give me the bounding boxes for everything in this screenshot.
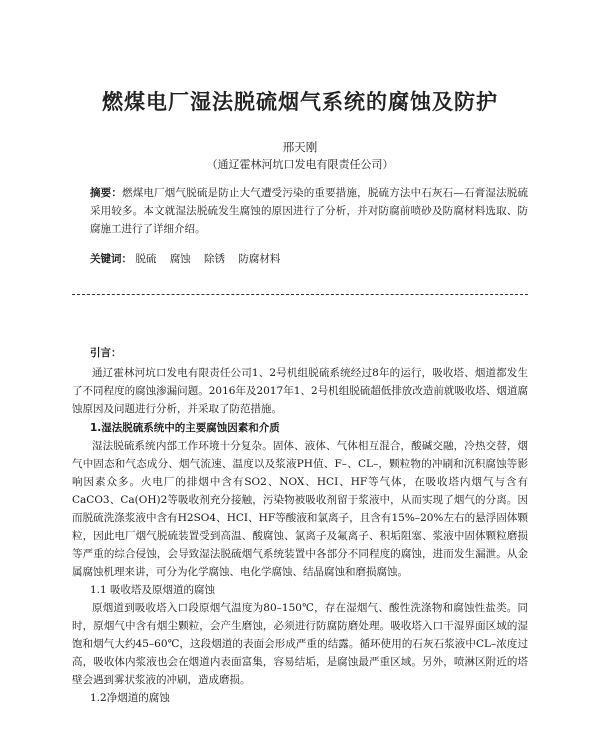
intro-heading: 引言： [90,347,122,359]
author-affiliation: （通辽霍林河坑口发电有限责任公司） [206,158,394,171]
section-1-heading: 1.湿法脱硫系统中的主要腐蚀因素和介质 [90,422,280,434]
author-name: 邢天刚 [282,140,318,154]
keywords [90,250,528,268]
keyword: 腐蚀 [169,253,191,265]
keyword: 除锈 [204,253,226,265]
section-1-2-heading: 1.2净烟道的腐蚀 [90,692,170,704]
abstract [90,184,528,238]
keywords-label: 关键词： [90,253,132,265]
keyword: 防腐材料 [238,253,281,265]
keyword: 脱硫 [135,253,157,265]
section-divider [72,294,528,295]
paper-title: 燃煤电厂湿法脱硫烟气系统的腐蚀及防护 [102,90,498,114]
abstract-text: 燃煤电厂烟气脱硫是防止大气遭受污染的重要措施，脱硫方法中石灰石—石膏湿法脱硫采用较多。本文就湿法脱硫发生腐蚀的原因进行了分析，并对防腐前喷砂及防腐材料选取、防腐施工进行了详细介绍。 [90,187,528,235]
intro-paragraph: 通辽霍林河坑口发电有限责任公司1、2号机组脱硫系统经过8年的运行，吸收塔、烟道都发生了不同程度的腐蚀渗漏问题。2016年及2017年1、2号机组脱硫超低排放改造前就吸收塔、烟道腐蚀原因及问题进行分析，并采取了防范措施。 [72,367,528,415]
body-text [72,344,528,707]
section-1-1-heading: 1.1 吸收塔及原烟道的腐蚀 [90,584,216,596]
abstract-label: 摘要： [90,187,123,199]
section-1-1-paragraph: 原烟道到吸收塔入口段原烟气温度为80–150℃，存在湿烟气、酸性洗涤物和腐蚀性盐类。同时，原烟气中含有烟尘颗粒，会产生磨蚀，必须进行防腐防磨处理。吸收塔入口干湿界面区域的湿饱和烟气大约45–60℃，这段烟道的表面会形成严重的结露。循环使用的石灰石浆液中CL–浓度过高，吸收体内浆液也会在烟道内表面富集，容易结垢，是腐蚀最严重区域。另外，喷淋区附近的塔壁会遇到雾状浆液的冲刷，造成磨损。 [72,602,528,686]
section-1-paragraph: 湿法脱硫系统内部工作环境十分复杂。固体、液体、气体相互混合，酸碱交融，冷热交替，烟气中固态和气态成分、烟气流速、温度以及浆液PH值、F–、CL–，颗粒物的冲刷和沉积腐蚀等影响因素众多。火电厂的排烟中含有SO2、NOX、HCI、HF等气体，在吸收塔内烟气与含有CaCO3、Ca(OH)2等吸收剂充分接触，污染物被吸收剂留于浆液中，从而实现了烟气的分离。因而脱硫洗涤浆液中含有H2SO4、HCI、HF等酸液和氯离子，且含有15%–20%左右的悬浮固体颗粒，因此电厂烟气脱硫装置受到高温、酸腐蚀、氯离子及氟离子、积垢阻塞、浆液中固体颗粒磨损等严重的综合侵蚀，会导致湿法脱硫烟气系统装置中各部分不同程度的腐蚀，进而发生漏泄。从金属腐蚀机理来讲，可分为化学腐蚀、电化学腐蚀、结晶腐蚀和磨损腐蚀。 [72,440,528,578]
